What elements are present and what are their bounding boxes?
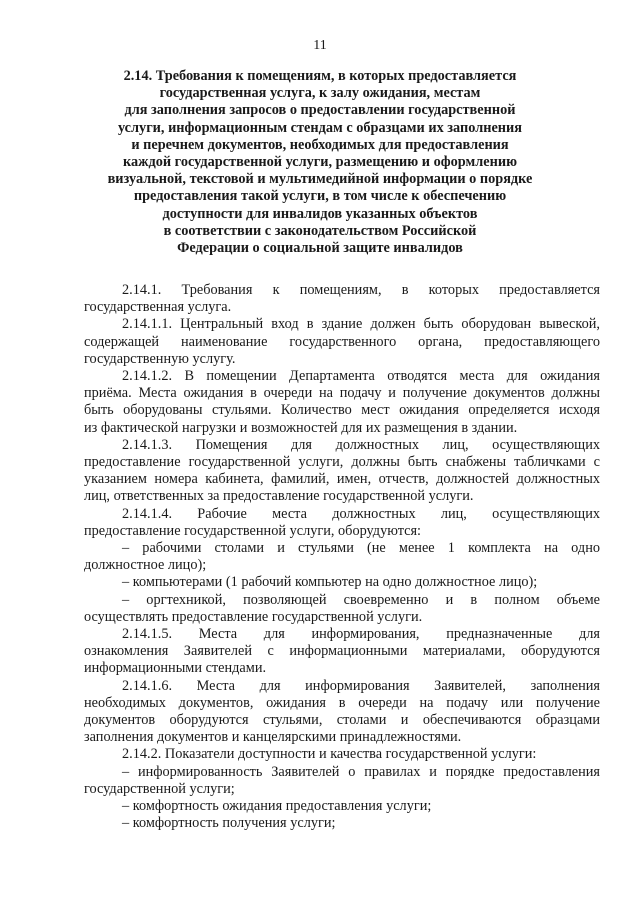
- text-line: государственной услуги;: [84, 780, 235, 797]
- paragraph: [84, 316, 600, 368]
- text-line: ознакомления Заявителей с информационными материалами, оборудуются: [84, 643, 600, 660]
- heading-line: Федерации о социальной защите инвалидов: [177, 240, 463, 257]
- heading-line: предоставления такой услуги, в том числе к обеспечению: [133, 188, 507, 205]
- paragraph: [84, 678, 600, 747]
- text-line: заполнения документов и канцелярскими принадлежностями.: [84, 729, 462, 746]
- text-line: 2.14.2. Показатели доступности и качества государственной услуги:: [122, 746, 537, 763]
- list-item: [84, 540, 600, 574]
- section-heading: [84, 68, 556, 257]
- heading-line: визуальной, текстовой и мультимедийной информации о порядке: [107, 171, 533, 188]
- text-line: – комфортность получения услуги;: [122, 815, 336, 832]
- text-line: 2.14.1.5. Места для информирования, предназначенные для: [122, 626, 600, 643]
- text-line: предоставление государственной услуги, оборудуются:: [84, 522, 422, 539]
- text-line: информационными стендами.: [84, 660, 267, 677]
- text-line: 2.14.1.3. Помещения для должностных лиц, осуществляющих: [122, 436, 600, 453]
- text-line: – информированность Заявителей о правилах и порядке предоставления: [122, 763, 600, 780]
- paragraph: [84, 746, 600, 763]
- text-line: из фактической нагрузки и возможностей для их размещения в здании.: [84, 419, 518, 436]
- list-item: [84, 574, 600, 591]
- paragraph: [84, 626, 600, 678]
- paragraph: [84, 368, 600, 437]
- text-line: быть оборудованы стульями. Количество мест ожидания определяется исходя: [84, 402, 600, 419]
- paragraph: [84, 437, 600, 506]
- text-line: 2.14.1.1. Центральный вход в здание должен быть оборудован вывеской,: [122, 316, 600, 333]
- text-line: необходимых документов, ожидания в очереди на подачу или получение: [84, 694, 600, 711]
- text-line: должностное лицо);: [84, 557, 207, 574]
- text-line: 2.14.1.4. Рабочие места должностных лиц, осуществляющих: [122, 505, 600, 522]
- text-line: 2.14.1.2. В помещении Департамента отводятся места для ожидания: [122, 368, 600, 385]
- text-line: – оргтехникой, позволяющей своевременно и в полном объеме: [122, 591, 600, 608]
- heading-line: в соответствии с законодательством Российской: [163, 222, 477, 239]
- list-item: [84, 592, 600, 626]
- text-line: 2.14.1. Требования к помещениям, в которых предоставляется: [122, 282, 600, 298]
- text-line: – комфортность ожидания предоставления услуги;: [122, 798, 432, 815]
- text-line: приёма. Места ожидания в очереди на подачу и получение документов должны: [84, 385, 600, 402]
- list-item: [84, 815, 600, 832]
- heading-line: 2.14. Требования к помещениям, в которых предоставляется: [123, 68, 517, 84]
- text-line: содержащей наименование государственного органа, предоставляющего: [84, 333, 600, 350]
- text-line: указанием номера кабинета, фамилий, имен, отчеств, должностей должностных: [84, 471, 600, 488]
- heading-line: доступности для инвалидов указанных объектов: [162, 205, 478, 222]
- heading-line: и перечнем документов, необходимых для предоставления: [131, 136, 509, 153]
- paragraph: [84, 506, 600, 540]
- text-line: осуществлять предоставление государственной услуги.: [84, 608, 423, 625]
- heading-line: услуги, информационным стендам с образцами их заполнения: [117, 119, 523, 136]
- text-line: лиц, ответственных за предоставление государственной услуги.: [84, 488, 474, 505]
- text-line: – компьютерами (1 рабочий компьютер на одно должностное лицо);: [122, 574, 538, 591]
- paragraph: [84, 282, 600, 316]
- list-item: [84, 764, 600, 798]
- heading-line: для заполнения запросов о предоставлении государственной: [124, 102, 516, 119]
- text-line: документов оборудуются стульями, столами и обеспечиваются образцами: [84, 712, 600, 729]
- heading-line: каждой государственной услуги, размещению и оформлению: [122, 154, 518, 171]
- text-line: государственная услуга.: [84, 299, 232, 316]
- page-number: 11: [313, 38, 327, 53]
- document-body: [84, 282, 600, 833]
- text-line: – рабочими столами и стульями (не менее 1 комплекта на одно: [122, 540, 600, 557]
- list-item: [84, 798, 600, 815]
- text-line: государственную услугу.: [84, 350, 236, 367]
- text-line: предоставление государственной услуги, должны быть снабжены табличками с: [84, 454, 600, 471]
- text-line: 2.14.1.6. Места для информирования Заявителей, заполнения: [122, 677, 600, 694]
- heading-line: государственная услуга, к залу ожидания, местам: [159, 85, 481, 102]
